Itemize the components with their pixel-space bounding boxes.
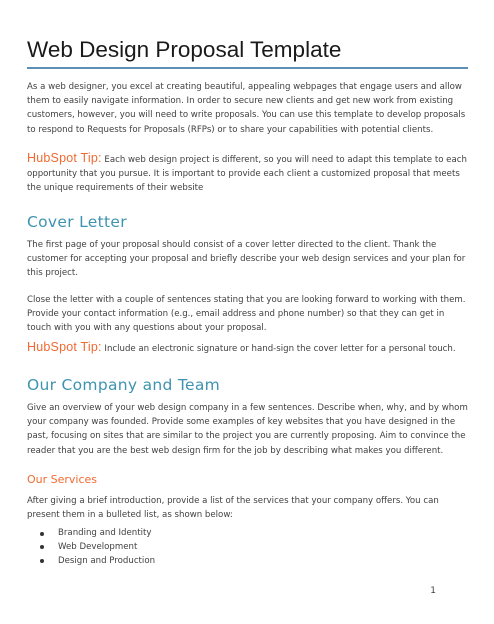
bullet-icon [40,559,44,563]
services-paragraph: After giving a brief introduction, provide a list of the services that your company offers. You can present them in a bulleted list, as shown below: [27,496,439,521]
list-item: Web Development [40,541,340,555]
hubspot-tip-cover-letter [27,340,469,356]
bullet-icon [40,545,44,549]
cover-letter-heading: Cover Letter [27,213,127,231]
tip-text: Each web design project is different, so you will need to adapt this template to each opportunity that you pursue. It is important to provide each client a customized proposal that meets the unique requirements of their website [27,155,467,194]
page-number: 1 [430,586,436,596]
title-underline [27,67,468,69]
intro-paragraph: As a web designer, you excel at creating beautiful, appealing webpages that engage users and allow them to easily navigate information. In order to secure new clients and get new work from existing customers, however, you will need to write proposals. You can use this template to develop proposals to respond to Requests for Proposals (RFPs) or to share your capabilities with potential clients. [27,82,466,135]
cover-letter-paragraph-1: The first page of your proposal should consist of a cover letter directed to the client. Thank the customer for accepting your proposal and briefly describe your web design services and your plan for this project. [27,240,466,279]
list-item: Branding and Identity [40,527,340,541]
company-heading: Our Company and Team [27,376,221,394]
tip-label: HubSpot Tip: [27,340,102,354]
bullet-icon [40,532,44,536]
services-heading: Our Services [27,473,98,486]
hubspot-tip-intro [27,151,469,196]
document-title: Web Design Proposal Template [27,37,342,62]
tip-text: Include an electronic signature or hand-sign the cover letter for a personal touch. [104,344,456,354]
company-paragraph: Give an overview of your web design company in a few sentences. Describe when, why, and by whom your company was founded. Provide some examples of key websites that you have designed in the past, focusing on sites that are similar to the project you are currently proposing. Aim to convince the reader that you are the best web design firm for the job by describing what makes you different. [27,403,468,456]
tip-label: HubSpot Tip: [27,151,102,165]
services-list [40,527,340,568]
cover-letter-paragraph-2: Close the letter with a couple of sentences stating that you are looking forward to working with them. Provide your contact information (e.g., email address and phone number) so that they can get in touch with you with any questions about your proposal. [27,295,466,334]
list-item: Design and Production [40,555,340,569]
